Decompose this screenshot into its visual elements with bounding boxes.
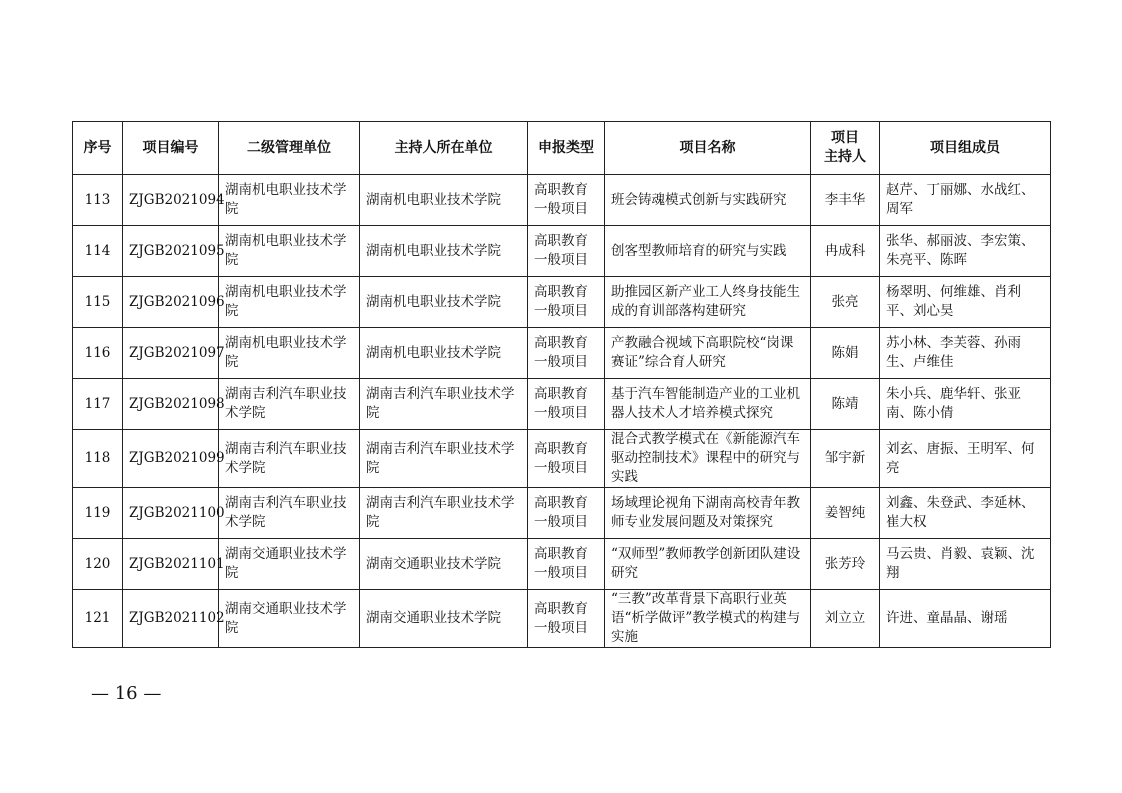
cell-type: 高职教育一般项目: [528, 590, 605, 648]
cell-index: 114: [73, 226, 123, 277]
cell-host-unit: 湖南交通职业技术学院: [360, 590, 528, 648]
table-row: [73, 175, 1051, 226]
cell-project-name: 混合式教学模式在《新能源汽车驱动控制技术》课程中的研究与实践: [605, 430, 811, 488]
cell-management-unit: 湖南交通职业技术学院: [219, 590, 360, 648]
table-row: [73, 379, 1051, 430]
cell-index: 121: [73, 590, 123, 648]
table-row: [73, 488, 1051, 539]
cell-project-name: 助推园区新产业工人终身技能生成的育训部落构建研究: [605, 277, 811, 328]
cell-host: 张芳玲: [811, 539, 880, 590]
cell-project-name: 班会铸魂模式创新与实践研究: [605, 175, 811, 226]
header-project-code: 项目编号: [123, 122, 219, 175]
cell-management-unit: 湖南吉利汽车职业技术学院: [219, 488, 360, 539]
cell-index: 115: [73, 277, 123, 328]
cell-project-code: ZJGB2021096: [123, 277, 219, 328]
table-row: [73, 590, 1051, 648]
cell-members: 杨翠明、何维雄、肖利平、刘心昊: [880, 277, 1051, 328]
cell-host: 刘立立: [811, 590, 880, 648]
cell-project-name: 创客型教师培育的研究与实践: [605, 226, 811, 277]
cell-host-unit: 湖南吉利汽车职业技术学院: [360, 488, 528, 539]
table-row: [73, 277, 1051, 328]
cell-management-unit: 湖南交通职业技术学院: [219, 539, 360, 590]
cell-index: 119: [73, 488, 123, 539]
cell-type: 高职教育一般项目: [528, 488, 605, 539]
cell-host: 邹宇新: [811, 430, 880, 488]
cell-management-unit: 湖南吉利汽车职业技术学院: [219, 430, 360, 488]
cell-index: 118: [73, 430, 123, 488]
table-row: [73, 328, 1051, 379]
cell-host: 姜智纯: [811, 488, 880, 539]
cell-type: 高职教育一般项目: [528, 539, 605, 590]
cell-project-name: 基于汽车智能制造产业的工业机器人技术人才培养模式探究: [605, 379, 811, 430]
cell-project-code: ZJGB2021100: [123, 488, 219, 539]
cell-project-name: 产教融合视域下高职院校“岗课赛证”综合育人研究: [605, 328, 811, 379]
cell-type: 高职教育一般项目: [528, 175, 605, 226]
cell-project-name: “双师型”教师教学创新团队建设研究: [605, 539, 811, 590]
cell-host-unit: 湖南机电职业技术学院: [360, 277, 528, 328]
header-host-unit: 主持人所在单位: [360, 122, 528, 175]
cell-management-unit: 湖南机电职业技术学院: [219, 277, 360, 328]
cell-index: 120: [73, 539, 123, 590]
cell-project-name: 场域理论视角下湖南高校青年教师专业发展问题及对策探究: [605, 488, 811, 539]
cell-host: 陈娟: [811, 328, 880, 379]
cell-host-unit: 湖南机电职业技术学院: [360, 328, 528, 379]
table-header: [73, 122, 1051, 175]
cell-type: 高职教育一般项目: [528, 430, 605, 488]
cell-members: 刘玄、唐振、王明军、何亮: [880, 430, 1051, 488]
header-management-unit: 二级管理单位: [219, 122, 360, 175]
cell-project-name: “三教”改革背景下高职行业英语“析学做评”教学模式的构建与实施: [605, 590, 811, 648]
cell-type: 高职教育一般项目: [528, 328, 605, 379]
project-table: [72, 121, 1051, 648]
cell-project-code: ZJGB2021095: [123, 226, 219, 277]
cell-index: 116: [73, 328, 123, 379]
cell-members: 朱小兵、鹿华轩、张亚南、陈小倩: [880, 379, 1051, 430]
cell-index: 117: [73, 379, 123, 430]
cell-members: 赵芹、丁丽娜、水战红、周军: [880, 175, 1051, 226]
cell-host-unit: 湖南吉利汽车职业技术学院: [360, 430, 528, 488]
cell-management-unit: 湖南吉利汽车职业技术学院: [219, 379, 360, 430]
cell-project-code: ZJGB2021097: [123, 328, 219, 379]
page-number: — 16 —: [91, 683, 162, 704]
cell-project-code: ZJGB2021094: [123, 175, 219, 226]
cell-management-unit: 湖南机电职业技术学院: [219, 226, 360, 277]
cell-project-code: ZJGB2021101: [123, 539, 219, 590]
cell-host-unit: 湖南交通职业技术学院: [360, 539, 528, 590]
cell-members: 刘鑫、朱登武、李延林、崔大权: [880, 488, 1051, 539]
cell-host: 李丰华: [811, 175, 880, 226]
cell-members: 苏小林、李芙蓉、孙雨生、卢维佳: [880, 328, 1051, 379]
header-members: 项目组成员: [880, 122, 1051, 175]
table-row: [73, 226, 1051, 277]
cell-host: 冉成科: [811, 226, 880, 277]
cell-members: 马云贵、肖毅、袁颖、沈翔: [880, 539, 1051, 590]
cell-host-unit: 湖南机电职业技术学院: [360, 226, 528, 277]
cell-index: 113: [73, 175, 123, 226]
table-row: [73, 430, 1051, 488]
cell-host-unit: 湖南机电职业技术学院: [360, 175, 528, 226]
cell-host: 陈靖: [811, 379, 880, 430]
cell-project-code: ZJGB2021098: [123, 379, 219, 430]
cell-members: 许进、童晶晶、谢瑶: [880, 590, 1051, 648]
header-host: 项目 主持人: [811, 122, 880, 175]
cell-type: 高职教育一般项目: [528, 226, 605, 277]
header-project-name: 项目名称: [605, 122, 811, 175]
cell-management-unit: 湖南机电职业技术学院: [219, 175, 360, 226]
cell-project-code: ZJGB2021102: [123, 590, 219, 648]
table-row: [73, 539, 1051, 590]
header-index: 序号: [73, 122, 123, 175]
cell-project-code: ZJGB2021099: [123, 430, 219, 488]
cell-management-unit: 湖南机电职业技术学院: [219, 328, 360, 379]
cell-host-unit: 湖南吉利汽车职业技术学院: [360, 379, 528, 430]
cell-type: 高职教育一般项目: [528, 379, 605, 430]
cell-type: 高职教育一般项目: [528, 277, 605, 328]
cell-members: 张华、郝丽波、李宏策、朱亮平、陈晖: [880, 226, 1051, 277]
cell-host: 张亮: [811, 277, 880, 328]
header-type: 申报类型: [528, 122, 605, 175]
